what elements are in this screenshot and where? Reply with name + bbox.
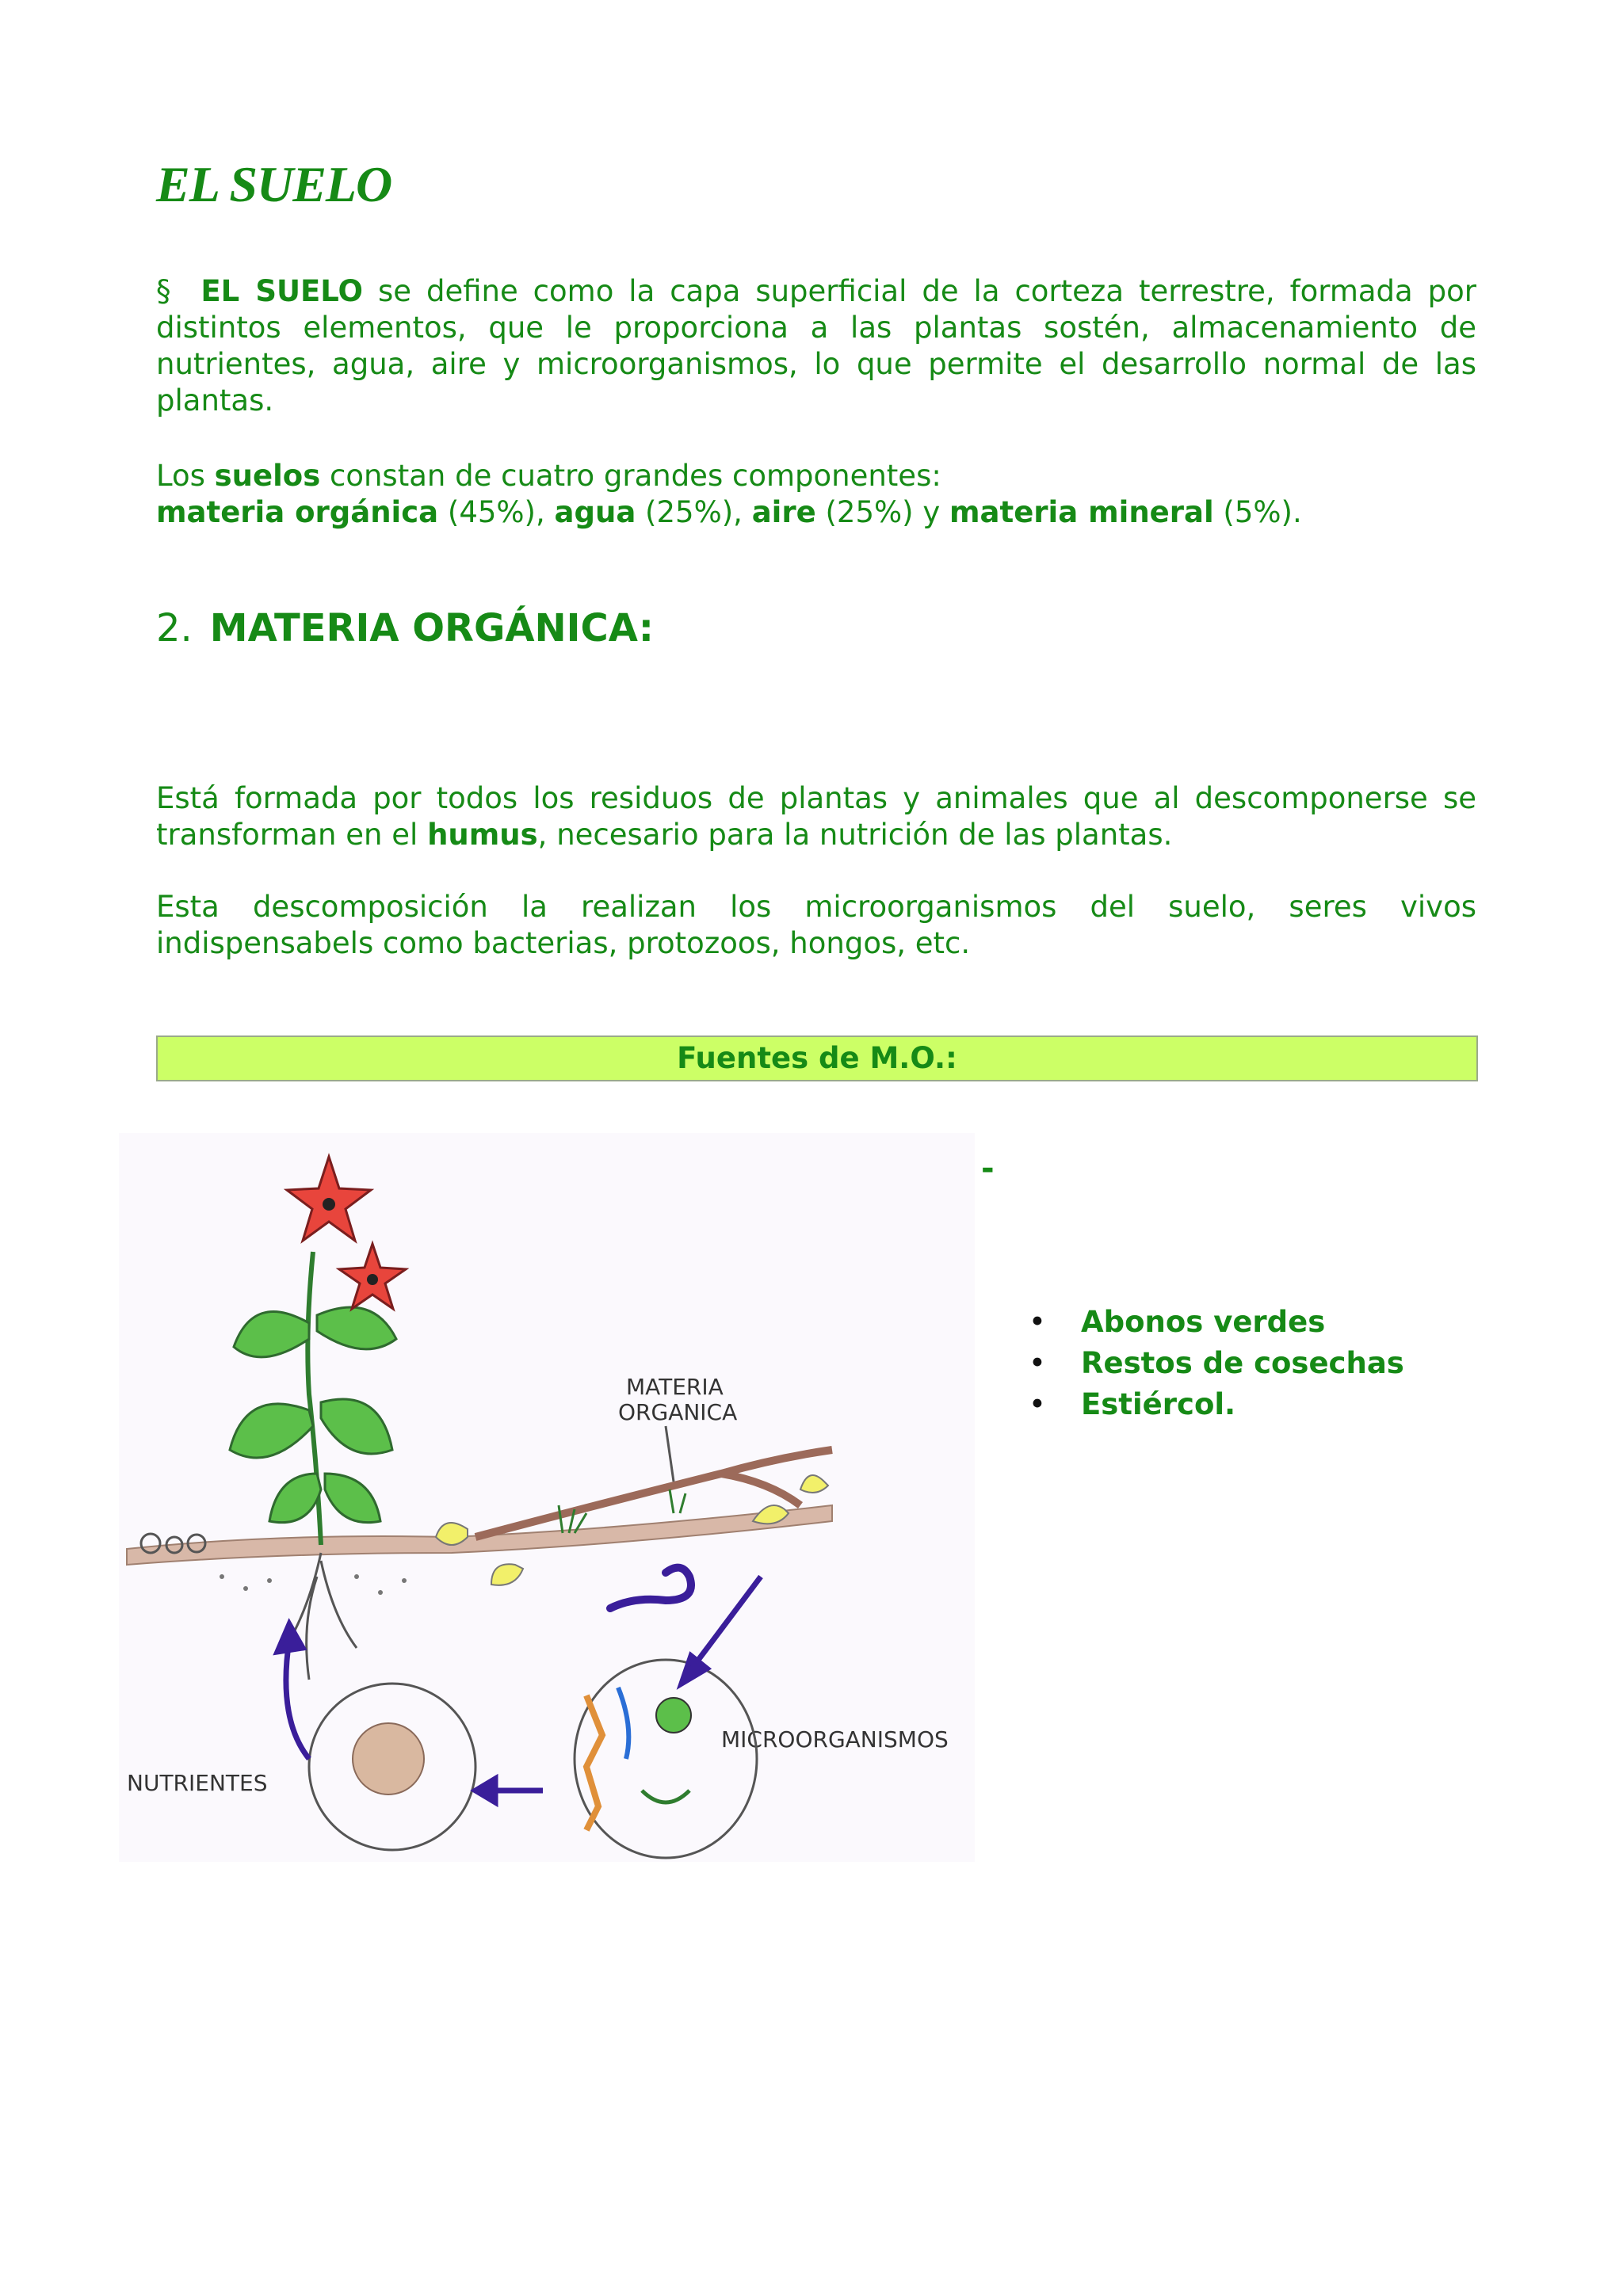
source-label: Restos de cosechas <box>1081 1346 1404 1380</box>
component-name: aire <box>751 495 816 529</box>
section-symbol: § <box>156 274 171 308</box>
label-nutrientes: NUTRIENTES <box>127 1770 268 1796</box>
sources-list <box>1029 1302 1404 1425</box>
label-microorganismos: MICROORGANISMOS <box>721 1726 949 1753</box>
list-item <box>1029 1384 1404 1425</box>
source-label: Estiércol. <box>1081 1387 1236 1421</box>
source-label: Abonos verdes <box>1081 1305 1326 1339</box>
bullet-icon: • <box>1029 1305 1046 1339</box>
intro-text: se define como la capa superficial de la corteza terrestre, formada por distintos elementos, que le proporciona a las plantas sostén, almacenamiento de nutrientes, agua, aire y microorganismos, lo que permite el desarrollo normal de las plantas. <box>156 274 1476 418</box>
page-title: EL SUELO <box>156 156 392 212</box>
humus-icon <box>353 1723 424 1794</box>
list-item <box>1029 1302 1404 1343</box>
organic-paragraph-2: Esta descomposición la realizan los microorganismos del suelo, seres vivos indispensabels como bacterias, protozoos, hongos, etc. <box>156 890 1476 960</box>
dash-mark: - <box>981 1150 995 1187</box>
component-name: materia orgánica <box>156 495 439 529</box>
bullet-icon: • <box>1029 1346 1046 1380</box>
section-number: 2. <box>156 606 193 650</box>
soil-cycle-illustration <box>119 1133 975 1862</box>
component-pct: (5%). <box>1213 495 1302 529</box>
illustration-background <box>119 1133 975 1862</box>
component-name: materia mineral <box>949 495 1214 529</box>
components-post: constan de cuatro grandes componentes: <box>320 459 941 493</box>
organic-text-end: , necesario para la nutrición de las plantas. <box>537 818 1173 852</box>
section-title: MATERIA ORGÁNICA: <box>209 606 654 650</box>
component-name: agua <box>554 495 636 529</box>
list-item <box>1029 1343 1404 1384</box>
label-materia: MATERIA <box>626 1374 724 1400</box>
components-term: suelos <box>214 459 321 493</box>
organic-text: Está formada por todos los residuos de plantas y animales que al descomponerse se transforman en el <box>156 781 1476 852</box>
label-organica: ORGANICA <box>618 1399 738 1425</box>
intro-term: EL SUELO <box>200 274 364 308</box>
component-pct: (25%), <box>636 495 752 529</box>
section-heading <box>156 606 654 650</box>
bullet-icon: • <box>1029 1387 1046 1421</box>
component-pct: (25%) y <box>815 495 949 529</box>
intro-paragraph <box>156 273 1476 419</box>
components-paragraph <box>156 458 1476 531</box>
sources-banner: Fuentes de M.O.: <box>156 1035 1478 1081</box>
organic-paragraph-1 <box>156 780 1476 853</box>
humus-term: humus <box>427 818 538 852</box>
component-pct: (45%), <box>438 495 555 529</box>
components-pre: Los <box>156 459 215 493</box>
